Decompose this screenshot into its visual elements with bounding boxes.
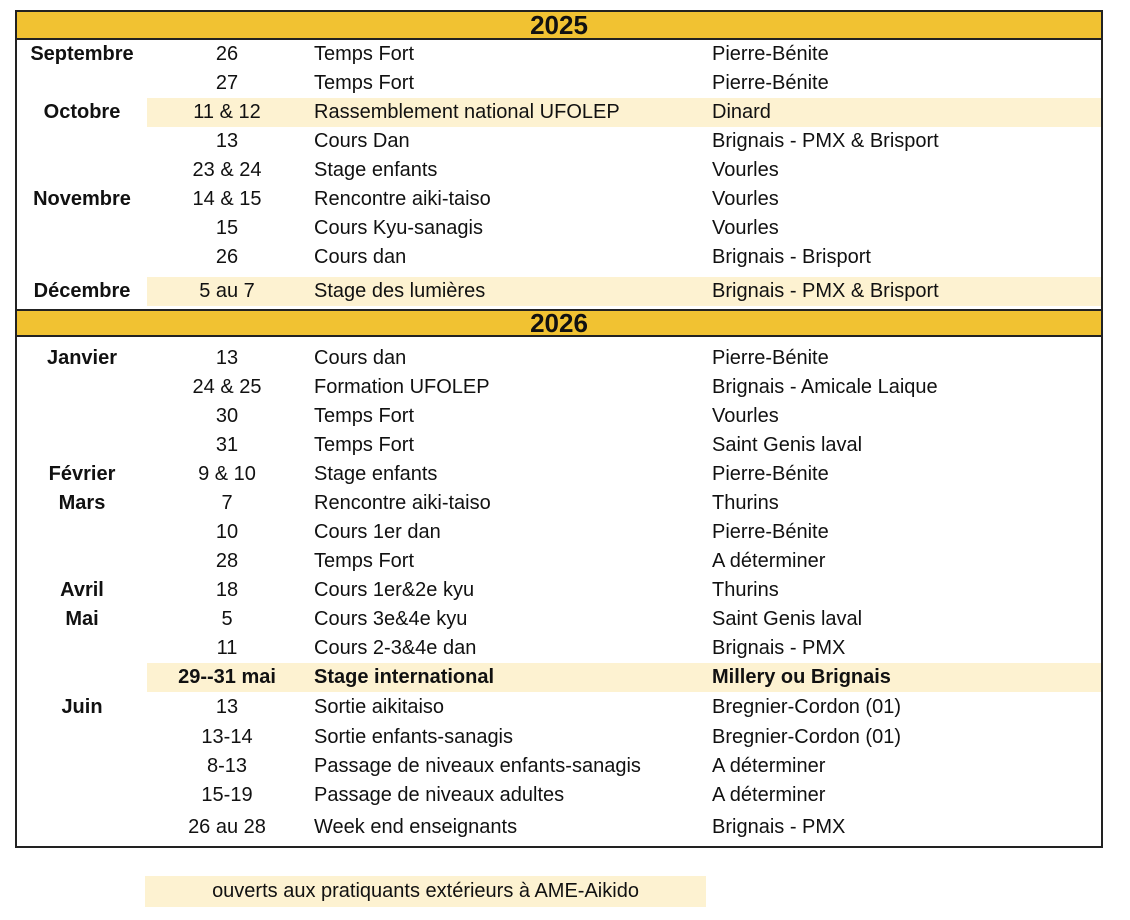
table-row — [17, 781, 1101, 810]
table-row — [17, 605, 1101, 634]
date-cell: 14 & 15 — [192, 188, 262, 210]
table-row — [17, 518, 1101, 547]
place-cell: Thurins — [712, 579, 779, 601]
event-cell: Cours 3e&4e kyu — [314, 608, 468, 630]
date-cell: 26 — [215, 43, 239, 65]
table-row — [17, 693, 1101, 722]
year-label: 2025 — [530, 9, 588, 40]
date-cell: 18 — [215, 579, 239, 601]
event-cell: Cours dan — [314, 246, 407, 268]
table-row — [17, 40, 1101, 69]
table-row — [17, 402, 1101, 431]
event-cell: Cours 1er dan — [314, 521, 441, 543]
date-cell: 26 — [215, 246, 239, 268]
table-row-highlighted — [17, 98, 1101, 127]
event-cell: Temps Fort — [314, 434, 415, 456]
table-row — [17, 752, 1101, 781]
table-row — [17, 156, 1101, 185]
table-row-highlighted — [17, 663, 1101, 692]
highlight-band — [147, 663, 1101, 692]
date-cell: 26 au 28 — [188, 816, 266, 838]
place-cell: Saint Genis laval — [712, 434, 863, 456]
place-cell: Vourles — [712, 188, 779, 210]
date-cell: 5 au 7 — [199, 280, 255, 302]
date-cell: 13 — [215, 347, 239, 369]
table-row — [17, 243, 1101, 272]
year-label: 2026 — [530, 307, 588, 338]
year-header-2026 — [17, 309, 1101, 337]
legend-note: ouverts aux pratiquants extérieurs à AME-Aikido — [145, 876, 706, 907]
month-cell: Novembre — [33, 188, 131, 210]
month-cell: Mars — [58, 492, 106, 514]
place-cell: A déterminer — [712, 755, 826, 777]
event-cell: Sortie enfants-sanagis — [314, 726, 514, 748]
place-cell: Pierre-Bénite — [712, 463, 829, 485]
table-row — [17, 431, 1101, 460]
highlight-band — [147, 277, 1101, 306]
highlight-band — [147, 98, 1101, 127]
event-cell: Cours 2-3&4e dan — [314, 637, 477, 659]
place-cell: Thurins — [712, 492, 779, 514]
place-cell: Pierre-Bénite — [712, 521, 829, 543]
place-cell: Vourles — [712, 217, 779, 239]
event-cell: Formation UFOLEP — [314, 376, 490, 398]
year-header-2025 — [17, 9, 1101, 40]
date-cell: 27 — [215, 72, 239, 94]
event-cell: Cours 1er&2e kyu — [314, 579, 475, 601]
event-cell: Rencontre aiki-taiso — [314, 492, 491, 514]
date-cell: 30 — [215, 405, 239, 427]
place-cell: A déterminer — [712, 784, 826, 806]
table-row — [17, 214, 1101, 243]
place-cell: Brignais - Brisport — [712, 246, 871, 268]
place-cell: Vourles — [712, 159, 779, 181]
event-cell: Week end enseignants — [314, 816, 518, 838]
place-cell: Millery ou Brignais — [712, 666, 891, 688]
event-cell: Passage de niveaux adultes — [314, 784, 565, 806]
date-cell: 7 — [221, 492, 233, 514]
place-cell: Brignais - PMX — [712, 637, 846, 659]
date-cell: 8-13 — [206, 755, 248, 777]
event-cell: Stage des lumières — [314, 280, 486, 302]
place-cell: Dinard — [712, 101, 771, 123]
event-cell: Rassemblement national UFOLEP — [314, 101, 620, 123]
event-cell: Cours Kyu-sanagis — [314, 217, 483, 239]
date-cell: 5 — [221, 608, 233, 630]
date-cell: 28 — [215, 550, 239, 572]
event-cell: Temps Fort — [314, 550, 415, 572]
date-cell: 29--31 mai — [178, 666, 276, 688]
event-cell: Temps Fort — [314, 72, 415, 94]
date-cell: 9 & 10 — [198, 463, 256, 485]
date-cell: 13 — [215, 130, 239, 152]
table-row — [17, 634, 1101, 663]
date-cell: 15 — [215, 217, 239, 239]
place-cell: Vourles — [712, 405, 779, 427]
table-row — [17, 723, 1101, 752]
table-row — [17, 547, 1101, 576]
month-cell: Février — [48, 463, 116, 485]
place-cell: Brignais - PMX — [712, 816, 846, 838]
event-cell: Rencontre aiki-taiso — [314, 188, 491, 210]
event-cell: Passage de niveaux enfants-sanagis — [314, 755, 641, 777]
date-cell: 11 & 12 — [193, 101, 261, 123]
event-cell: Stage enfants — [314, 159, 438, 181]
month-cell: Avril — [60, 579, 104, 601]
place-cell: Bregnier-Cordon (01) — [712, 726, 901, 748]
date-cell: 31 — [215, 434, 239, 456]
place-cell: Pierre-Bénite — [712, 72, 829, 94]
month-cell: Janvier — [46, 347, 118, 369]
date-cell: 10 — [215, 521, 239, 543]
date-cell: 11 — [216, 637, 238, 659]
table-row — [17, 69, 1101, 98]
date-cell: 13-14 — [201, 726, 253, 748]
table-row — [17, 460, 1101, 489]
date-cell: 15-19 — [201, 784, 253, 806]
table-row — [17, 185, 1101, 214]
event-cell: Cours Dan — [314, 130, 410, 152]
month-cell: Mai — [65, 608, 99, 630]
place-cell: Pierre-Bénite — [712, 43, 829, 65]
table-row — [17, 576, 1101, 605]
place-cell: Pierre-Bénite — [712, 347, 829, 369]
place-cell: A déterminer — [712, 550, 826, 572]
calendar-table — [15, 10, 1103, 848]
month-cell: Septembre — [30, 43, 134, 65]
month-cell: Octobre — [43, 101, 121, 123]
event-cell: Stage international — [314, 666, 495, 688]
event-cell: Stage enfants — [314, 463, 438, 485]
table-row — [17, 344, 1101, 373]
table-row — [17, 813, 1101, 842]
date-cell: 13 — [215, 696, 239, 718]
month-cell: Juin — [61, 696, 103, 718]
place-cell: Brignais - PMX & Brisport — [712, 130, 939, 152]
table-row — [17, 489, 1101, 518]
date-cell: 24 & 25 — [192, 376, 262, 398]
event-cell: Cours dan — [314, 347, 407, 369]
month-cell: Décembre — [33, 280, 131, 302]
event-cell: Temps Fort — [314, 43, 415, 65]
place-cell: Bregnier-Cordon (01) — [712, 696, 901, 718]
date-cell: 23 & 24 — [192, 159, 262, 181]
place-cell: Brignais - PMX & Brisport — [712, 280, 939, 302]
event-cell: Sortie aikitaiso — [314, 696, 445, 718]
place-cell: Brignais - Amicale Laique — [712, 376, 938, 398]
table-row — [17, 127, 1101, 156]
place-cell: Saint Genis laval — [712, 608, 863, 630]
event-cell: Temps Fort — [314, 405, 415, 427]
table-row-highlighted — [17, 277, 1101, 306]
table-row — [17, 373, 1101, 402]
